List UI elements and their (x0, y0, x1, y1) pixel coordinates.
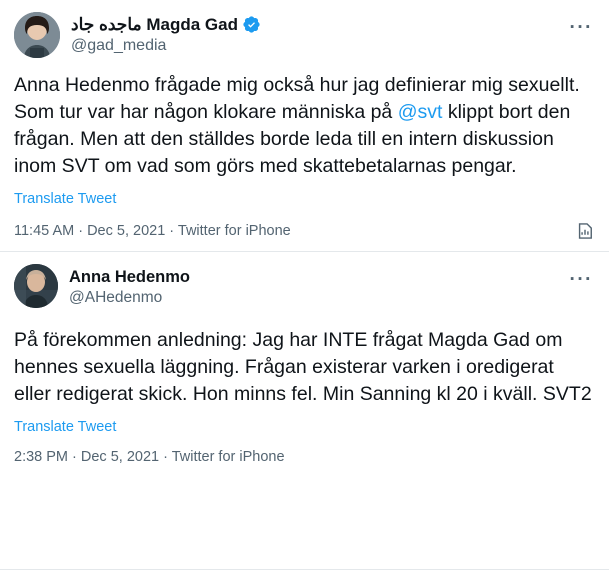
display-name-row-2 (69, 267, 595, 290)
user-handle[interactable]: @AHedenmo (69, 288, 163, 306)
timestamp-source: 11:45 AM · Dec 5, 2021 · Twitter for iPhone (14, 223, 291, 239)
view-analytics-icon[interactable] (575, 221, 595, 241)
translate-tweet-link[interactable]: Translate Tweet (14, 191, 117, 207)
more-options-icon[interactable]: ··· (569, 17, 593, 38)
tweet-meta-row-2 (14, 449, 595, 465)
display-name-row-1 (71, 15, 595, 38)
display-name: Anna Hedenmo (69, 267, 191, 286)
display-name: ماجده جاد Magda Gad (71, 15, 238, 35)
verified-badge-icon (242, 15, 261, 34)
mention-link-svt[interactable]: @svt (397, 101, 443, 123)
tweet-card-1[interactable] (0, 0, 609, 252)
tweet-meta-row-1 (14, 221, 595, 241)
name-block-2 (69, 264, 595, 310)
translate-tweet-link[interactable]: Translate Tweet (14, 419, 117, 435)
name-block-1 (71, 12, 595, 58)
tweet-header-2 (14, 264, 595, 310)
more-options-icon[interactable]: ··· (569, 269, 593, 290)
tweet-header-1 (14, 12, 595, 58)
timestamp-source: 2:38 PM · Dec 5, 2021 · Twitter for iPhone (14, 449, 285, 465)
avatar[interactable] (14, 264, 58, 308)
tweet-text-part-2: klippt bort den frågan. Men att den ställdes borde leda till en intern diskussion inom SVT om vad som görs med skattebetalarnas pengar. (14, 101, 571, 177)
bottom-divider (0, 569, 609, 570)
user-handle[interactable]: @gad_media (71, 36, 167, 54)
tweet-text-part-1: Anna Hedenmo frågade mig också hur jag definierar mig sexuellt. Som tur var har någon klokare människa på (14, 74, 580, 123)
tweet-text-part-1: På förekommen anledning: Jag har INTE frågat Magda Gad om hennes sexuella läggning. Frågan existerar varken i oredigerat eller redigerat skick. Hon minns fel. Min Sanning kl 20 i kväll. SVT2 (14, 329, 592, 405)
tweet-text-1 (14, 72, 595, 180)
avatar[interactable] (14, 12, 60, 58)
tweet-text-2 (14, 327, 595, 408)
tweet-card-2[interactable] (0, 252, 609, 475)
